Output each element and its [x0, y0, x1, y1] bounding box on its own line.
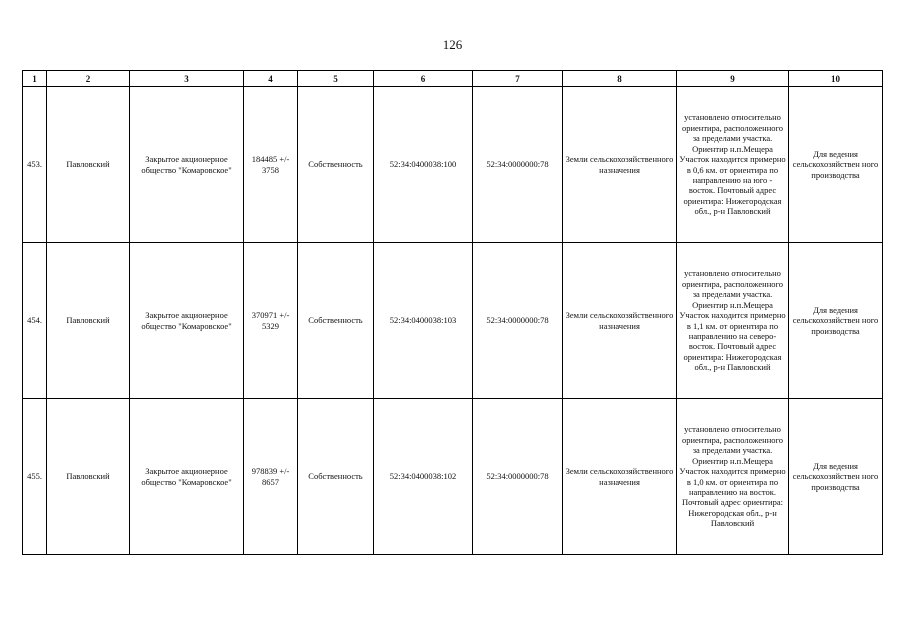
column-header: 5	[298, 71, 374, 87]
location-description-cell	[677, 87, 789, 243]
row-number: 454.	[23, 243, 47, 399]
permitted-use-cell: Для ведения сельскохозяйствен ного производства	[789, 243, 883, 399]
cadastral-number-cell: 52:34:0400038:103	[374, 243, 473, 399]
permitted-use-cell: Для ведения сельскохозяйствен ного производства	[789, 399, 883, 555]
right-type-cell: Собственность	[298, 399, 374, 555]
row-number: 453.	[23, 87, 47, 243]
column-header: 6	[374, 71, 473, 87]
column-header: 1	[23, 71, 47, 87]
location-description-text: установлено относительно ориентира, расположенного за пределами участка. Ориентир н.п.Мещера Участок находится примерно в 1,0 км. от ориентира по направлению на восток. Почтовый адрес ориентира: Нижегородская обл., р-н Павловский	[679, 424, 786, 529]
right-type-cell: Собственность	[298, 87, 374, 243]
table-row	[23, 243, 883, 399]
owner-cell: Закрытое акционерное общество "Комаровское"	[130, 399, 244, 555]
column-header: 3	[130, 71, 244, 87]
column-header: 4	[244, 71, 298, 87]
row-number: 455.	[23, 399, 47, 555]
district-cell: Павловский	[47, 243, 130, 399]
land-category-cell: Земли сельскохозяйственного назначения	[563, 87, 677, 243]
column-header: 7	[473, 71, 563, 87]
permitted-use-cell: Для ведения сельскохозяйствен ного производства	[789, 87, 883, 243]
land-category-cell: Земли сельскохозяйственного назначения	[563, 243, 677, 399]
location-description-cell	[677, 243, 789, 399]
parent-cadastral-cell: 52:34:0000000:78	[473, 399, 563, 555]
area-cell: 978839 +/- 8657	[244, 399, 298, 555]
cadastral-number-cell: 52:34:0400038:100	[374, 87, 473, 243]
column-header: 8	[563, 71, 677, 87]
district-cell: Павловский	[47, 399, 130, 555]
location-description-text: установлено относительно ориентира, расположенного за пределами участка. Ориентир н.п.Мещера Участок находится примерно в 1,1 км. от ориентира по направлению на северо-восток. Почтовый адрес ориентира: Нижегородская обл., р-н Павловский	[679, 268, 786, 373]
parent-cadastral-cell: 52:34:0000000:78	[473, 243, 563, 399]
land-registry-table	[22, 70, 883, 555]
location-description-cell	[677, 399, 789, 555]
page-number: 126	[442, 37, 463, 52]
column-header: 9	[677, 71, 789, 87]
table-row	[23, 399, 883, 555]
location-description-text: установлено относительно ориентира, расположенного за пределами участка. Ориентир н.п.Мещера Участок находится примерно в 0,6 км. от ориентира по направлению на юго - восток. Почтовый адрес ориентира: Нижегородская обл., р-н Павловский	[679, 112, 786, 217]
right-type-cell: Собственность	[298, 243, 374, 399]
owner-cell: Закрытое акционерное общество "Комаровское"	[130, 243, 244, 399]
parent-cadastral-cell: 52:34:0000000:78	[473, 87, 563, 243]
owner-cell: Закрытое акционерное общество "Комаровское"	[130, 87, 244, 243]
column-header: 2	[47, 71, 130, 87]
district-cell: Павловский	[47, 87, 130, 243]
column-header: 10	[789, 71, 883, 87]
table-row	[23, 87, 883, 243]
cadastral-number-cell: 52:34:0400038:102	[374, 399, 473, 555]
land-category-cell: Земли сельскохозяйственного назначения	[563, 399, 677, 555]
header-row	[23, 71, 883, 87]
area-cell: 370971 +/- 5329	[244, 243, 298, 399]
area-cell: 184485 +/- 3758	[244, 87, 298, 243]
